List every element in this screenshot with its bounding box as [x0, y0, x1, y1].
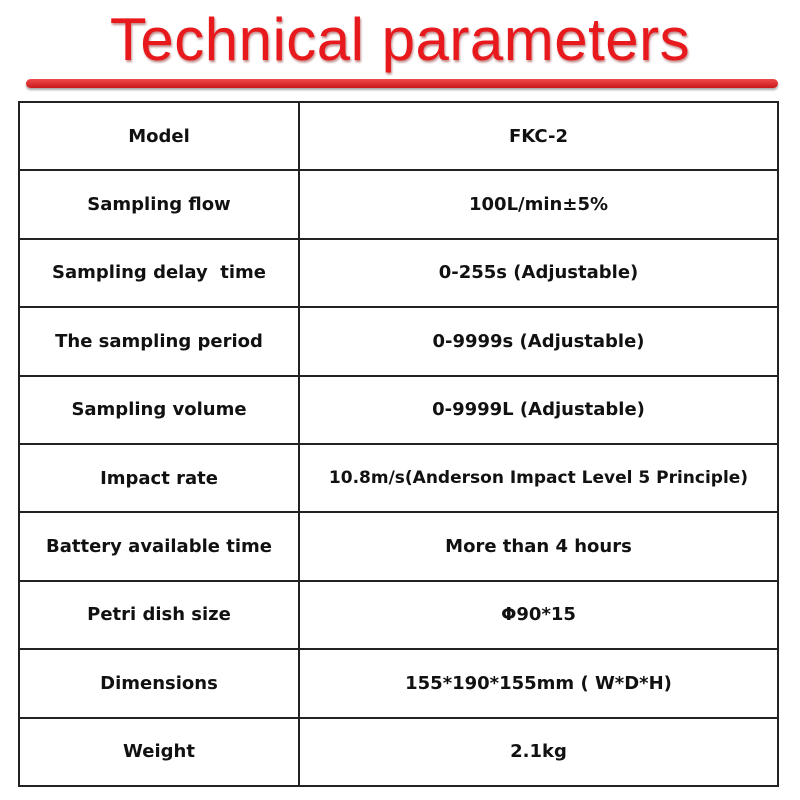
table-row-impact-rate [19, 444, 778, 512]
table-row-weight [19, 718, 778, 786]
table-row-sampling-flow [19, 170, 778, 238]
row-label-sampling-period: The sampling period [19, 307, 299, 375]
row-label-weight: Weight [19, 718, 299, 786]
table-row-battery-available-time [19, 512, 778, 580]
row-label-petri-dish-size: Petri dish size [19, 581, 299, 649]
table-row-sampling-volume [19, 376, 778, 444]
table-row-petri-dish-size [19, 581, 778, 649]
table-row-dimensions [19, 649, 778, 717]
row-value-weight: 2.1kg [299, 718, 778, 786]
row-label-sampling-volume: Sampling volume [19, 376, 299, 444]
row-label-model: Model [19, 102, 299, 170]
row-value-dimensions: 155*190*155mm ( W*D*H) [299, 649, 778, 717]
row-value-sampling-volume: 0-9999L (Adjustable) [299, 376, 778, 444]
row-value-battery-available-time: More than 4 hours [299, 512, 778, 580]
page-title: Technical parameters [109, 6, 691, 73]
table-row-sampling-delay-time [19, 239, 778, 307]
row-label-impact-rate: Impact rate [19, 444, 299, 512]
table-row-model [19, 102, 778, 170]
row-value-impact-rate: 10.8m/s(Anderson Impact Level 5 Principle) [299, 444, 778, 512]
row-value-sampling-period: 0-9999s (Adjustable) [299, 307, 778, 375]
row-label-dimensions: Dimensions [19, 649, 299, 717]
title-underline-bar [26, 79, 778, 88]
table-row-sampling-period [19, 307, 778, 375]
row-label-sampling-flow: Sampling flow [19, 170, 299, 238]
technical-parameters-table [18, 101, 779, 787]
row-label-sampling-delay-time: Sampling delay time [19, 239, 299, 307]
row-value-petri-dish-size: Φ90*15 [299, 581, 778, 649]
row-value-sampling-flow: 100L/min±5% [299, 170, 778, 238]
row-value-model: FKC-2 [299, 102, 778, 170]
row-value-sampling-delay-time: 0-255s (Adjustable) [299, 239, 778, 307]
row-label-battery-available-time: Battery available time [19, 512, 299, 580]
